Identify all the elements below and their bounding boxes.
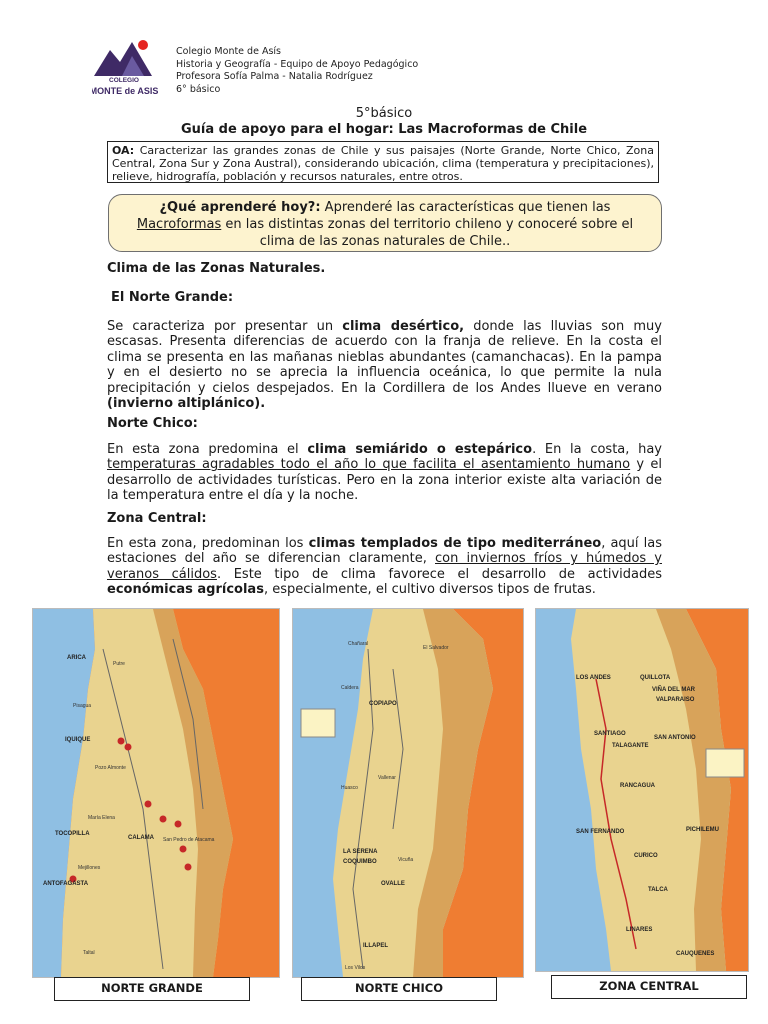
map-norte-grande [32, 608, 280, 978]
place-los-vilos: Los Vilos [345, 965, 366, 971]
place-pozo-almonte: Pozo Almonte [95, 765, 126, 771]
oa-label: OA: [112, 144, 135, 157]
zona-central-title: Zona Central: [107, 511, 207, 526]
place-iquique: IQUIQUE [65, 737, 91, 743]
zc-bold-1: climas templados de tipo mediterráneo [308, 536, 602, 551]
zc-text-2: , aquí las estaciones del año se diferencian claramente, [107, 536, 662, 567]
nc-text-1: En esta zona predomina el [107, 442, 308, 457]
oa-text: Caracterizar las grandes zonas de Chile y sus paisajes (Norte Grande, Norte Chico, Zona Central, Zona Sur y Zona Austral), considerando ubicación, clima (temperatura y precipitaciones), relieve, hidrografía, población y recursos naturales, entre otros. [112, 144, 654, 183]
grade-heading: 5°básico [355, 106, 413, 121]
norte-grande-title: El Norte Grande: [111, 290, 234, 305]
place-coquimbo: COQUIMBO [343, 859, 377, 865]
island-inset [706, 749, 744, 777]
zc-text-1: En esta zona, predominan los [107, 536, 309, 551]
question-label: ¿Qué aprenderé hoy?: [159, 200, 321, 215]
place-quillota: QUILLOTA [640, 675, 671, 681]
place-putre: Putre [113, 661, 125, 667]
place-el-salvador: El Salvador [423, 645, 449, 651]
zona-central-paragraph [107, 536, 662, 598]
place-copiapo: COPIAPO [369, 701, 397, 707]
label-norte-grande: NORTE GRANDE [54, 977, 250, 1001]
question-underlined: Macroformas [136, 217, 222, 232]
map-zona-central [535, 608, 749, 972]
place-talagante: TALAGANTE [612, 743, 649, 749]
place-santiago: SANTIAGO [594, 731, 626, 737]
climate-section-title: Clima de las Zonas Naturales. [107, 261, 326, 276]
place-san-antonio: SAN ANTONIO [654, 735, 696, 741]
grade-line: 6° básico [176, 83, 221, 95]
learning-question-box [108, 194, 662, 252]
logo-text-bottom: MONTE de ASIS [92, 86, 159, 96]
zc-underline-1: con inviernos fríos y húmedos y veranos cálidos [107, 551, 662, 582]
nc-text-3: y el desarrollo de actividades turísticas. Pero en la zona interior existe alta variación de la temperatura entre el día y la noche. [107, 457, 662, 504]
island-inset [301, 709, 335, 737]
place-vallenar: Vallenar [378, 775, 396, 781]
school-info [176, 46, 418, 96]
logo-text-top: COLEGIO [109, 77, 139, 84]
label-zona-central: ZONA CENTRAL [551, 975, 747, 999]
place-antofagasta: ANTOFAGASTA [43, 881, 89, 887]
place-maria-elena: María Elena [88, 815, 115, 821]
place-mejillones: Mejillones [78, 865, 101, 871]
norte-chico-title: Norte Chico: [107, 416, 198, 431]
place-san-pedro: San Pedro de Atacama [163, 837, 215, 843]
nc-underline-1: temperaturas agradables todo el año lo que facilita el asentamiento humano [107, 457, 631, 473]
place-arica: ARICA [67, 655, 86, 661]
place-talca: TALCA [648, 887, 668, 893]
nc-text-2: . En la costa, hay [532, 442, 662, 457]
place-la-serena: LA SERENA [343, 849, 378, 855]
nc-bold-1: clima semiárido o estepárico [307, 442, 533, 457]
place-valparaiso: VALPARAISO [656, 697, 695, 703]
department: Historia y Geografía - Equipo de Apoyo Pedagógico [176, 58, 419, 70]
place-chanaral: Chañaral [348, 641, 369, 647]
place-ovalle: OVALLE [381, 881, 405, 887]
question-text-1: Aprenderé las características que tienen las [320, 200, 611, 215]
zc-text-3: . Este tipo de clima favorece el desarrollo de actividades [216, 566, 662, 582]
place-pichilemu: PICHILEMU [686, 827, 719, 833]
ng-bold-2: (invierno altiplánico). [107, 396, 266, 412]
place-curico: CURICO [634, 853, 658, 859]
place-san-fernando: SAN FERNANDO [576, 829, 625, 835]
norte-grande-paragraph [107, 319, 662, 411]
place-rancagua: RANCAGUA [620, 783, 655, 789]
place-tocopilla: TOCOPILLA [55, 831, 90, 837]
place-vina-del-mar: VIÑA DEL MAR [652, 687, 696, 693]
norte-chico-paragraph [107, 442, 662, 504]
place-caldera: Caldera [341, 685, 359, 691]
place-vicuna: Vicuña [398, 857, 414, 863]
ng-bold-1: clima desértico, [342, 319, 465, 334]
ng-text-1: Se caracteriza por presentar un [107, 319, 343, 334]
question-text-2: en las distintas zonas del territorio chileno y conoceré sobre el clima de las zonas naturales de Chile.. [221, 217, 634, 249]
place-taltal: Taltal [83, 950, 95, 956]
teachers: Profesora Sofía Palma - Natalia Rodríguez [176, 71, 373, 82]
school-name: Colegio Monte de Asís [176, 46, 281, 57]
page-title: Guía de apoyo para el hogar: Las Macroformas de Chile [180, 122, 588, 137]
map-norte-chico [292, 608, 524, 978]
place-pisagua: Pisagua [73, 703, 92, 709]
place-calama: CALAMA [128, 835, 154, 841]
place-cauquenes: CAUQUENES [676, 951, 715, 957]
place-huasco: Huasco [341, 785, 358, 791]
label-norte-chico: NORTE CHICO [301, 977, 497, 1001]
zc-bold-2: económicas agrícolas [107, 582, 264, 598]
place-los-andes: LOS ANDES [576, 675, 611, 681]
learning-objective-box [107, 141, 659, 183]
ng-text-2: donde las lluvias son muy escasas. Presenta diferencias de acuerdo con la franja de relieve. En la costa el clima se presenta en las mañanas nieblas abundantes (camanchacas). En la pampa y en el desierto no se aprecia la influencia oceánica, lo que permite la nula precipitación y cielos despejados. En la Cordillera de los Andes llueve en verano [107, 319, 662, 396]
zc-text-4: , especialmente, el cultivo diversos tipos de frutas. [263, 582, 596, 598]
place-illapel: ILLAPEL [363, 943, 388, 949]
place-linares: LINARES [626, 927, 653, 933]
school-logo [92, 36, 162, 100]
